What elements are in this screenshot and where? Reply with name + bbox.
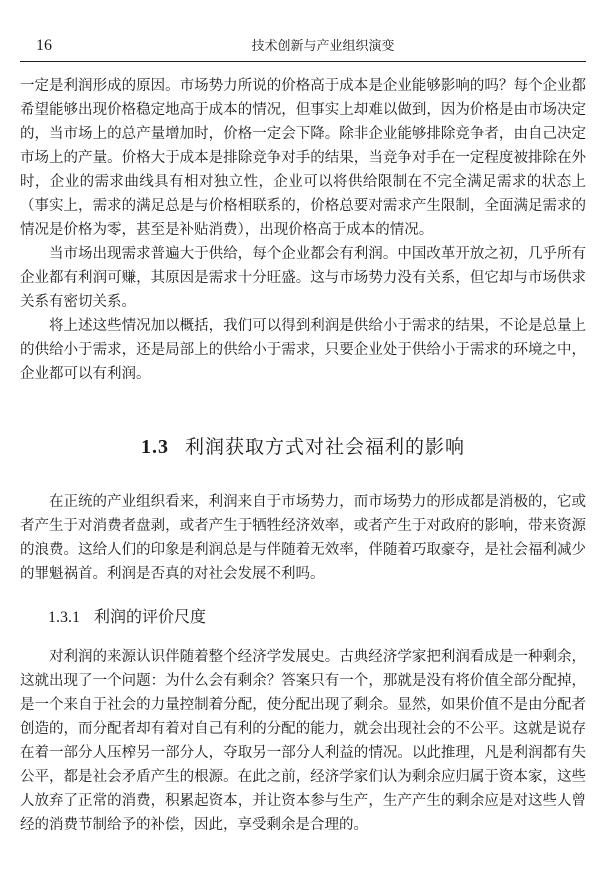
section-intro-paragraph: 在正统的产业组织看来，利润来自于市场势力，而市场势力的形成都是消极的，它或者产生于对消费者盘剥，或者产生于牺牲经济效率，或者产生于对政府的影响，带来资源的浪费。这给人们的印象是利润总是与伴随着无效率，伴随着巧取豪夺，是社会福利减少的罪魁祸首。利润是否真的对社会发展不利吗。 [20, 494, 586, 582]
subsection-title: 利润的评价尺度 [94, 607, 207, 626]
header-rule [20, 61, 586, 62]
section-heading [20, 434, 586, 460]
page-body [20, 74, 586, 837]
paragraph: 将上述这些情况加以概括，我们可以得到利润是供给小于需求的结果，不论是总量上的供给小于需求，还是局部上的供给小于需求，只要企业处于供给小于需求的环境之中，企业都可以有利润。 [20, 318, 586, 382]
section-number: 1.3 [140, 436, 169, 458]
paragraph-continued: 一定是利润形成的原因。市场势力所说的价格高于成本是企业能够影响的吗？每个企业都希望能够出现价格稳定地高于成本的情况，但事实上却难以做到，因为价格是由市场决定的，当市场上的总产量增加时，价格一定会下降。除非企业能够排除竞争者，由自己决定市场上的产量。价格大于成本是排除竞争对手的结果，当竞争对手在一定程度被排除在外时，企业的需求曲线具有相对独立性，企业可以将供给限制在不完全满足需求的状态上（事实上，需求的满足总是与价格相联系的，价格总要对需求产生限制，全面满足需求的情况是价格为零，甚至是补贴消费），出现价格高于成本的情况。 [20, 78, 586, 238]
paragraph: 当市场出现需求普遍大于供给，每个企业都会有利润。中国改革开放之初，几乎所有企业都有利润可赚，其原因是需求十分旺盛。这与市场势力没有关系，但它却与市场供求关系有密切关系。 [20, 246, 586, 310]
page-header [20, 36, 586, 62]
subsection-number: 1.3.1 [48, 609, 80, 626]
subsection-heading [48, 606, 586, 629]
section-title: 利润获取方式对社会福利的影响 [184, 436, 465, 458]
subsection-body-paragraph: 对利润的来源认识伴随着整个经济学发展史。古典经济学家把利润看成是一种剩余，这就出现了一个问题：为什么会有剩余？答案只有一个，那就是没有将价值全部分配掉，是一个来自于社会的力量控制着分配，使分配出现了剩余。显然，如果价值不是由分配者创造的，而分配者却有着对自己有利的分配的能力，就会出现社会的不公平。这就是说存在着一部分人压榨另一部分人，夺取另一部分人利益的情况。以此推理，凡是利润都有失公平，都是社会矛盾产生的根源。在此之前，经济学家们认为剩余应归属于资本家，这些人放弃了正常的消费，积累起资本，并让资本参与生产，生产产生的剩余应是对这些人曾经的消费节制给予的补偿，因此，享受剩余是合理的。 [20, 649, 586, 833]
running-title: 技术创新与产业组织演变 [251, 39, 395, 54]
page-number: 16 [36, 37, 52, 54]
